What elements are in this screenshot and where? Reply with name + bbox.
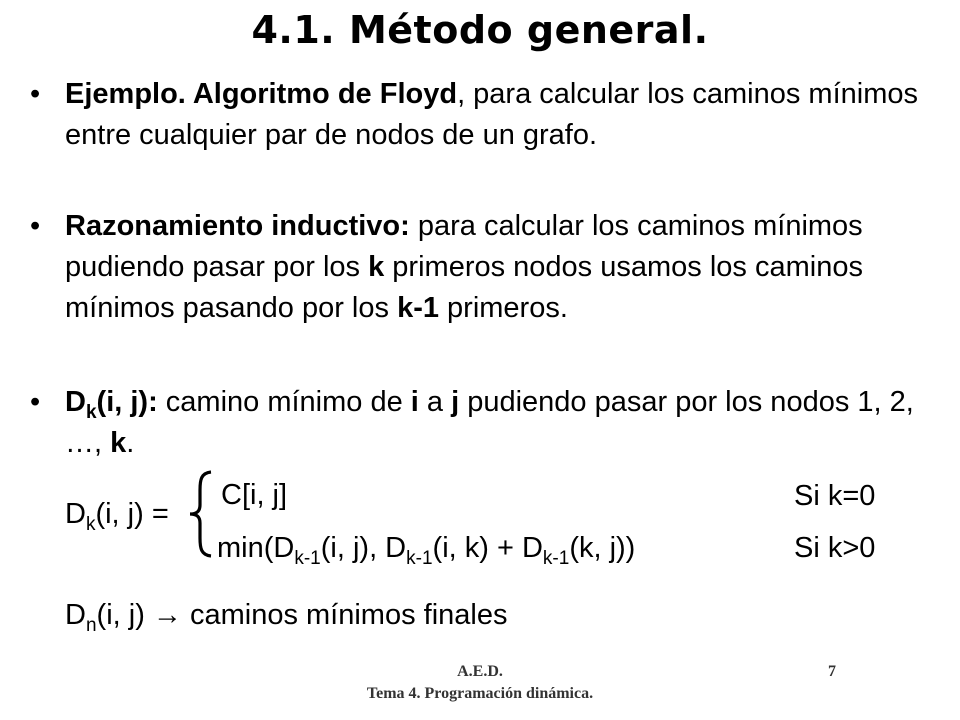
- bullet-plain-text: a: [418, 386, 452, 418]
- j-text: j: [451, 386, 460, 418]
- slide-title: 4.1. Método general.: [251, 8, 709, 52]
- formula-case2-sub: k-1: [542, 548, 570, 569]
- bullet-floyd-example: [30, 74, 925, 156]
- footer-page-number: 7: [828, 663, 836, 680]
- formula-lhs: [65, 496, 169, 535]
- bullet-text: [65, 206, 925, 329]
- curly-brace-icon: [187, 470, 217, 558]
- formula-case2-part: (i, j), D: [320, 532, 407, 564]
- bullet-plain-text: pudiendo pasar por los nodos 1, 2, …,: [65, 386, 914, 459]
- footer-topic: Tema 4. Programación dinámica.: [366, 685, 594, 702]
- bullet-plain-text: primeros.: [438, 292, 568, 324]
- formula-case2-part: (k, j)): [569, 532, 636, 564]
- i-text: i: [410, 386, 419, 418]
- formula-case2-part: (i, k) + D: [432, 532, 543, 564]
- dk-symbol: D: [65, 386, 86, 418]
- bullet-dk-definition: [30, 382, 925, 464]
- bullet-bold-text: Ejemplo. Algoritmo de Floyd: [65, 78, 458, 110]
- bullet-dot-icon: •: [30, 386, 41, 418]
- formula-lhs-d: D: [65, 498, 86, 530]
- formula-case2-cond: Si k>0: [794, 532, 876, 564]
- footer-course: A.E.D.: [457, 663, 503, 680]
- formula-final: [65, 597, 508, 636]
- bullet-text: [65, 382, 925, 464]
- bullet-bold-text: Razonamiento inductivo:: [65, 210, 410, 242]
- k-text: k: [110, 427, 127, 459]
- formula-case2-part: min(D: [217, 532, 295, 564]
- bullet-dot-icon: •: [30, 78, 41, 110]
- formula-case1-expr: C[i, j]: [221, 479, 288, 511]
- formula-final-text: (i, j) → caminos mínimos finales: [96, 599, 508, 631]
- bullet-k-text: k: [368, 251, 385, 283]
- formula-lhs-args: (i, j) =: [95, 498, 169, 530]
- bullet-inductive-reasoning: [30, 206, 925, 329]
- formula-case1-cond: Si k=0: [794, 480, 876, 512]
- bullet-dot-icon: •: [30, 210, 41, 242]
- bullet-plain-text: .: [126, 427, 135, 459]
- bullet-plain-text: primeros nodos usamos los caminos mínimos pasando por los: [65, 251, 863, 324]
- bullet-k1-text: k-1: [397, 292, 439, 324]
- dk-subscript: k: [85, 402, 97, 423]
- dk-args: (i, j):: [96, 386, 158, 418]
- formula-lhs-sub: k: [85, 514, 96, 535]
- formula-case2-sub: k-1: [294, 548, 321, 569]
- formula-final-d: D: [65, 599, 86, 631]
- formula-final-sub: n: [85, 615, 97, 636]
- bullet-text: [65, 74, 925, 156]
- bullet-plain-text: para calcular los caminos mínimos pudiendo pasar por los: [65, 210, 863, 283]
- bullet-plain-text: camino mínimo de: [157, 386, 411, 418]
- formula-case2-sub: k-1: [406, 548, 433, 569]
- formula-case2-expr: [217, 530, 636, 569]
- bullet-plain-text: , para calcular los caminos mínimos entre cualquier par de nodos de un grafo.: [65, 78, 919, 151]
